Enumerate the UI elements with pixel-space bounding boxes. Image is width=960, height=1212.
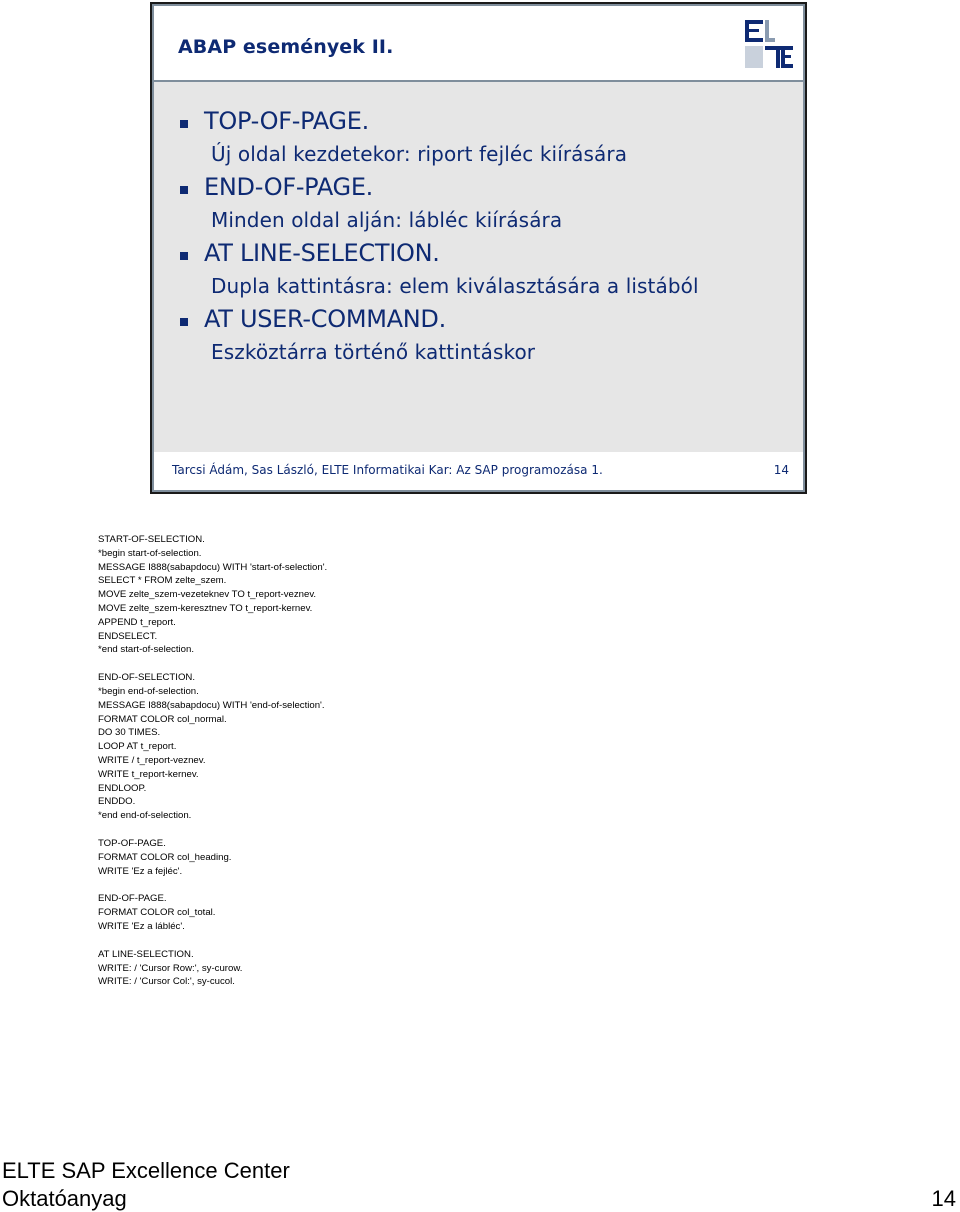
square-bullet-icon bbox=[180, 186, 188, 194]
slide-footer-text: Tarcsi Ádám, Sas László, ELTE Informatikai Kar: Az SAP programozása 1. bbox=[172, 463, 603, 477]
code-line: WRITE: / 'Cursor Row:', sy-curow. bbox=[98, 962, 243, 974]
bullet-subtext: Dupla kattintásra: elem kiválasztására a listából bbox=[211, 274, 699, 298]
code-line: MESSAGE I888(sabapdocu) WITH 'start-of-selection'. bbox=[98, 561, 328, 573]
code-line: AT LINE-SELECTION. bbox=[98, 948, 194, 960]
code-line: *end start-of-selection. bbox=[98, 644, 194, 656]
code-line: *begin start-of-selection. bbox=[98, 547, 202, 559]
code-line: WRITE / t_report-veznev. bbox=[98, 754, 206, 766]
code-block-at-line-selection bbox=[98, 948, 327, 989]
code-line: TOP-OF-PAGE. bbox=[98, 837, 166, 849]
code-line: *end end-of-selection. bbox=[98, 810, 192, 822]
code-line: START-OF-SELECTION. bbox=[98, 534, 205, 545]
code-line: *begin end-of-selection. bbox=[98, 685, 199, 697]
bullet-subtext: Új oldal kezdetekor: riport fejléc kiírására bbox=[211, 142, 628, 166]
code-line: MESSAGE I888(sabapdocu) WITH 'end-of-selection'. bbox=[98, 699, 325, 711]
slide-page-number: 14 bbox=[773, 463, 789, 477]
slide-body bbox=[154, 82, 803, 452]
bullet-title: END-OF-PAGE. bbox=[204, 173, 374, 201]
code-block-start-of-selection bbox=[98, 533, 327, 657]
code-line: ENDSELECT. bbox=[98, 630, 158, 642]
code-block-end-of-page bbox=[98, 892, 327, 933]
code-line: WRITE t_report-kernev. bbox=[98, 768, 199, 780]
code-line: END-OF-PAGE. bbox=[98, 893, 167, 905]
square-bullet-icon bbox=[180, 318, 188, 326]
code-line: LOOP AT t_report. bbox=[98, 741, 177, 753]
bullet-subtext: Minden oldal alján: lábléc kiírására bbox=[211, 208, 563, 232]
page-number: 14 bbox=[931, 1186, 956, 1211]
code-line: END-OF-SELECTION. bbox=[98, 672, 196, 684]
code-line: WRITE: / 'Cursor Col:', sy-cucol. bbox=[98, 976, 235, 988]
slide-header bbox=[154, 6, 803, 80]
slide-footer bbox=[154, 452, 803, 490]
code-line: APPEND t_report. bbox=[98, 616, 176, 628]
slide bbox=[150, 2, 807, 494]
bullet-item bbox=[178, 236, 699, 302]
elte-logo-icon bbox=[743, 16, 795, 72]
square-bullet-icon bbox=[180, 120, 188, 128]
slide-title: ABAP események II. bbox=[178, 36, 394, 58]
code-block-end-of-selection bbox=[98, 671, 327, 823]
bullet-item bbox=[178, 302, 699, 368]
code-line: ENDDO. bbox=[98, 796, 136, 808]
bullet-title: AT USER-COMMAND. bbox=[204, 305, 446, 333]
page-footer-center-name: ELTE SAP Excellence Center bbox=[2, 1158, 290, 1183]
code-line: MOVE zelte_szem-vezeteknev TO t_report-veznev. bbox=[98, 589, 317, 601]
bullet-item bbox=[178, 104, 699, 170]
page-footer-doc-type: Oktatóanyag bbox=[2, 1186, 127, 1211]
code-line: FORMAT COLOR col_heading. bbox=[98, 851, 232, 863]
bullet-item bbox=[178, 170, 699, 236]
code-line: WRITE 'Ez a fejléc'. bbox=[98, 865, 183, 877]
code-line: SELECT * FROM zelte_szem. bbox=[98, 575, 227, 587]
code-line: MOVE zelte_szem-keresztnev TO t_report-kernev. bbox=[98, 602, 313, 614]
code-line: FORMAT COLOR col_normal. bbox=[98, 713, 227, 725]
code-line: WRITE 'Ez a lábléc'. bbox=[98, 920, 185, 932]
bullet-subtext: Eszköztárra történő kattintáskor bbox=[211, 340, 536, 364]
code-listing bbox=[98, 533, 327, 1003]
code-block-top-of-page bbox=[98, 837, 327, 878]
bullet-title: TOP-OF-PAGE. bbox=[204, 107, 369, 135]
code-line: ENDLOOP. bbox=[98, 782, 147, 794]
bullet-title: AT LINE-SELECTION. bbox=[204, 239, 440, 267]
bullet-list bbox=[178, 104, 699, 368]
code-line: FORMAT COLOR col_total. bbox=[98, 907, 216, 919]
square-bullet-icon bbox=[180, 252, 188, 260]
code-line: DO 30 TIMES. bbox=[98, 727, 161, 739]
